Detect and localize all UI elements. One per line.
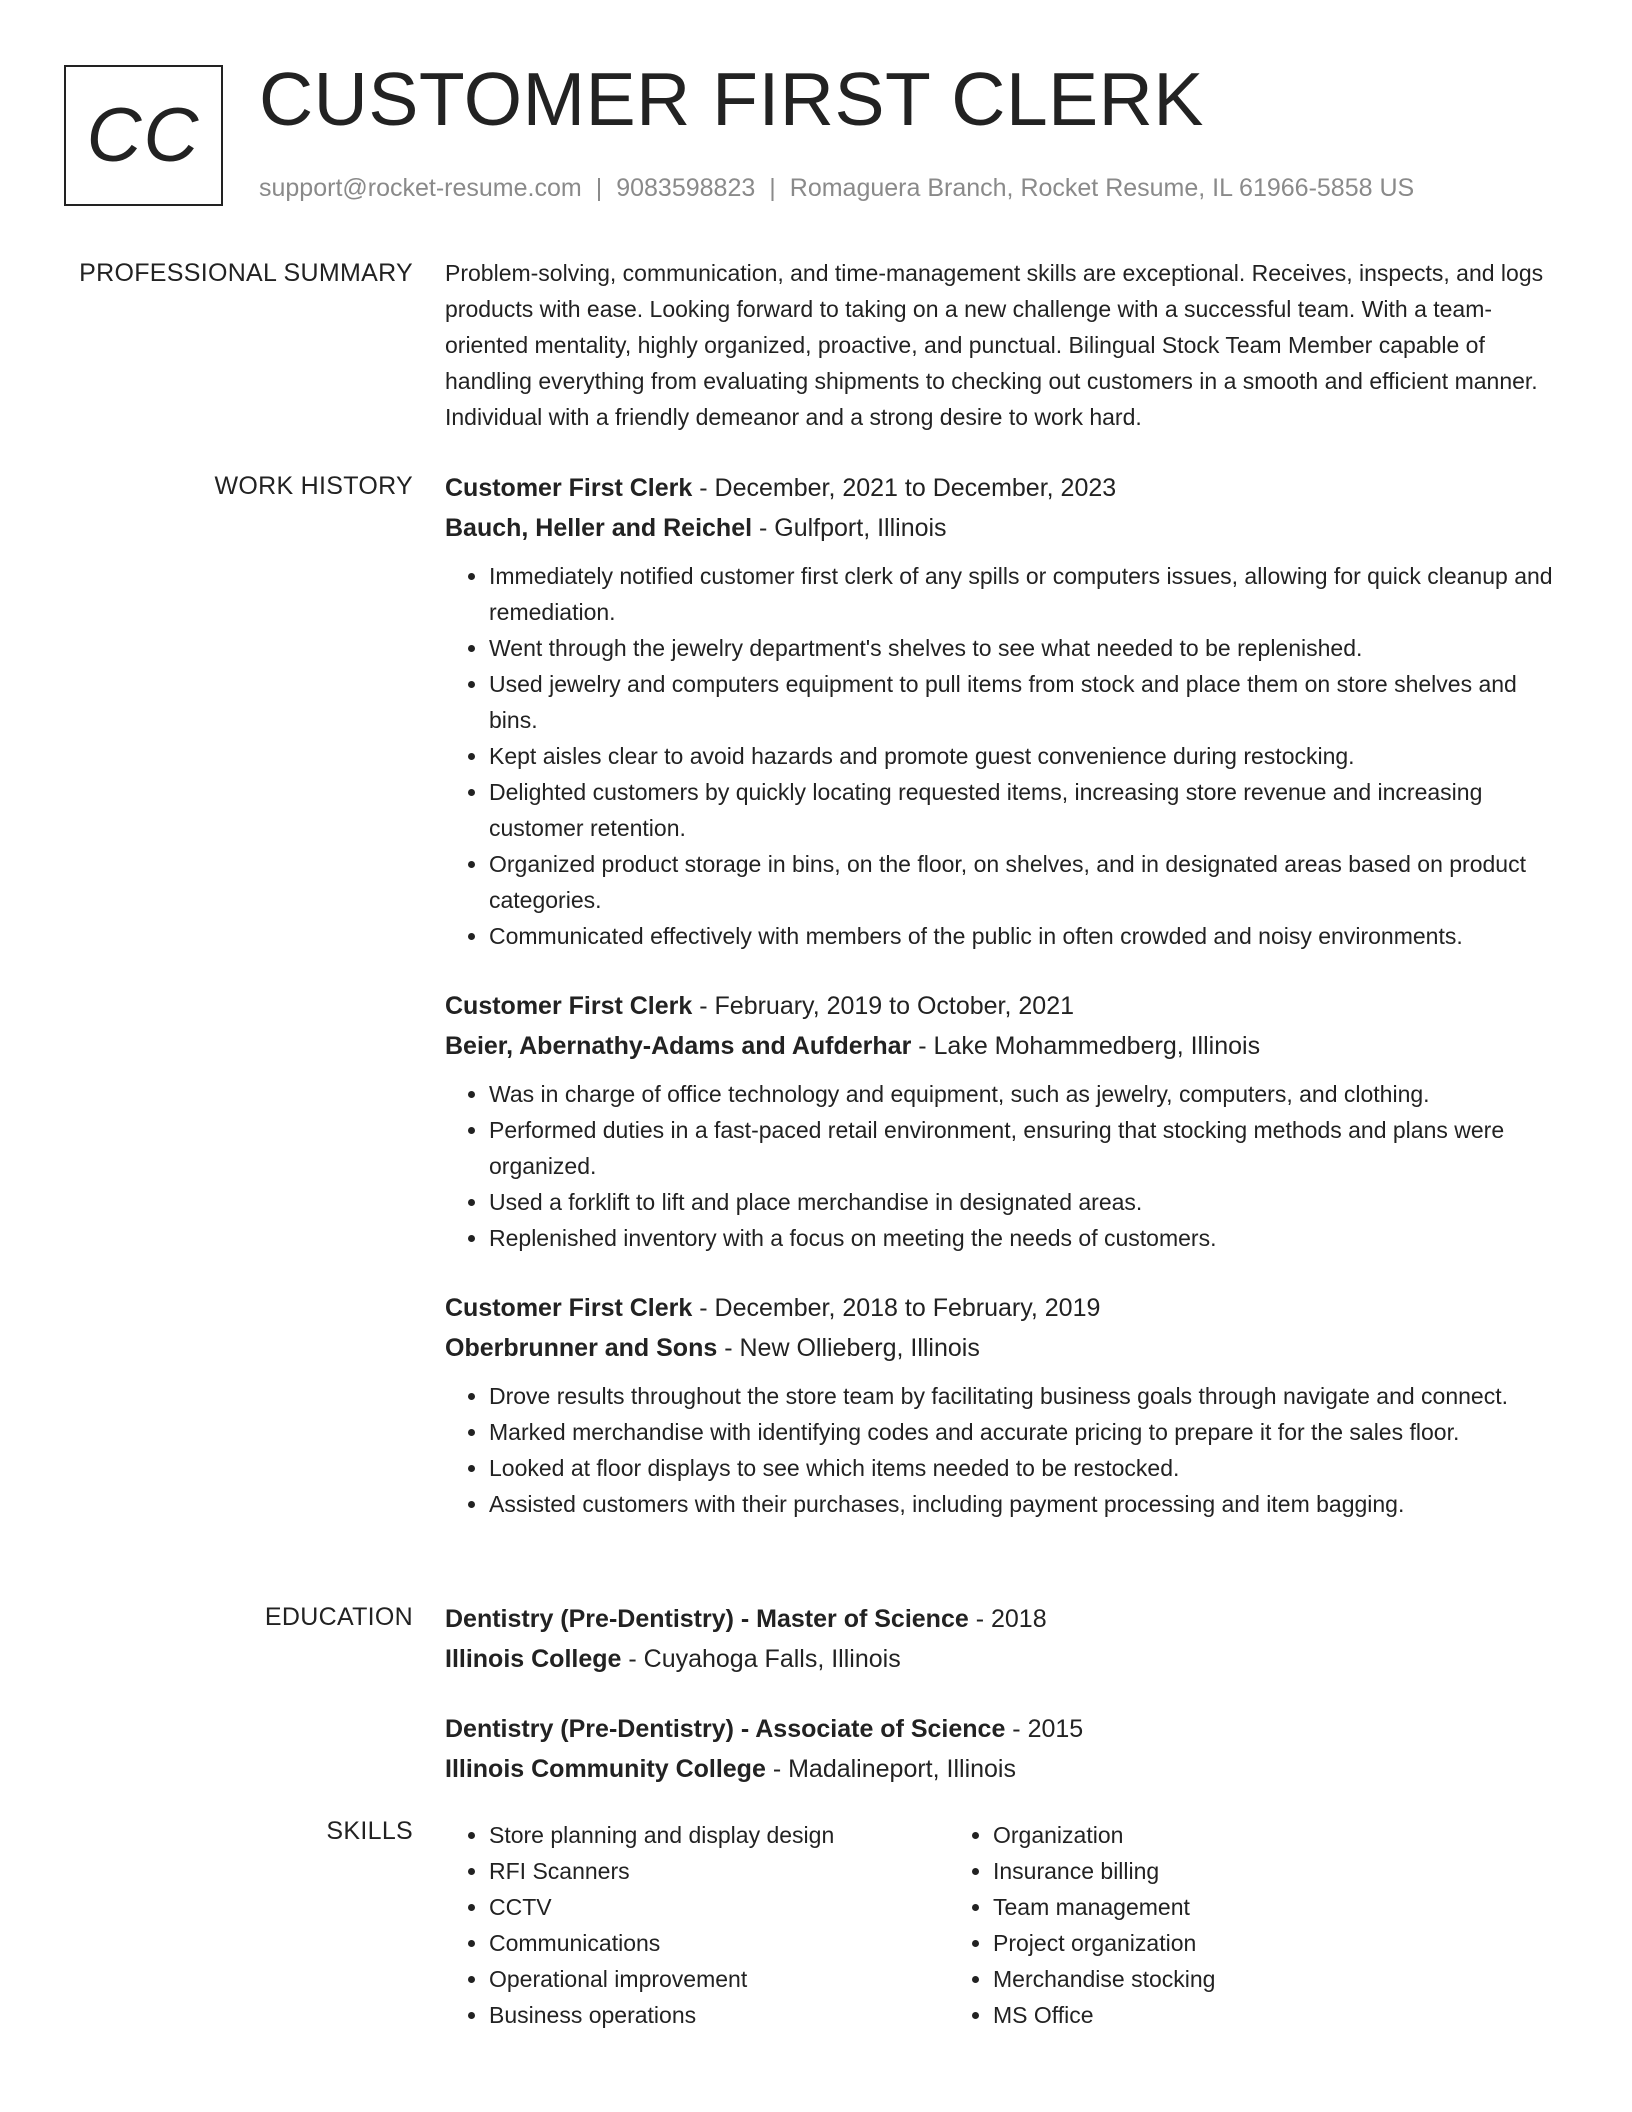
job-bullet: • Immediately notified customer first clerk of any spills or computers issues, allowing for quick cleanup and remediation. bbox=[489, 558, 1565, 630]
job-title-line bbox=[445, 986, 1565, 1026]
job-entry bbox=[445, 468, 1565, 954]
job-bullet: • Performed duties in a fast-paced retail environment, ensuring that stocking methods and plans were organized. bbox=[489, 1112, 1565, 1184]
resume-name: CUSTOMER FIRST CLERK bbox=[259, 57, 1204, 141]
job-company: Bauch, Heller and Reichel bbox=[445, 514, 753, 542]
job-title-line bbox=[445, 1288, 1565, 1328]
job-company-line bbox=[445, 1026, 1565, 1066]
skill-item: • Merchandise stocking bbox=[993, 1961, 1453, 1997]
job-title: Customer First Clerk bbox=[445, 992, 693, 1020]
education-label: EDUCATION bbox=[264, 1603, 413, 1631]
skill-item: • Project organization bbox=[993, 1925, 1453, 1961]
job-location: - New Ollieberg, Illinois bbox=[717, 1334, 980, 1362]
job-bullet: • Kept aisles clear to avoid hazards and promote guest convenience during restocking. bbox=[489, 738, 1565, 774]
job-company: Oberbrunner and Sons bbox=[445, 1334, 718, 1362]
job-entry bbox=[445, 1288, 1565, 1522]
education-list bbox=[445, 1599, 1565, 1789]
work-history-body bbox=[445, 468, 1565, 1554]
contact-line bbox=[259, 174, 1414, 203]
job-company-line bbox=[445, 1328, 1565, 1368]
education-degree: Dentistry (Pre-Dentistry) - Associate of Science bbox=[445, 1715, 1006, 1743]
education-location: - Cuyahoga Falls, Illinois bbox=[621, 1645, 901, 1673]
job-bullet: • Replenished inventory with a focus on meeting the needs of customers. bbox=[489, 1220, 1565, 1256]
education-school-line bbox=[445, 1749, 1565, 1789]
job-bullet: • Marked merchandise with identifying codes and accurate pricing to prepare it for the sales floor. bbox=[489, 1414, 1565, 1450]
job-location: - Lake Mohammedberg, Illinois bbox=[911, 1032, 1261, 1060]
job-bullet: • Used a forklift to lift and place merchandise in designated areas. bbox=[489, 1184, 1565, 1220]
monogram-logo: CC bbox=[64, 65, 223, 206]
job-bullet: • Delighted customers by quickly locating requested items, increasing store revenue and increasing customer retention. bbox=[489, 774, 1565, 846]
job-company: Beier, Abernathy-Adams and Aufderhar bbox=[445, 1032, 912, 1060]
education-entry bbox=[445, 1709, 1565, 1789]
education-entry bbox=[445, 1599, 1565, 1679]
skill-item: • Insurance billing bbox=[993, 1853, 1453, 1889]
job-dates: - December, 2018 to February, 2019 bbox=[692, 1294, 1101, 1322]
education-degree-line bbox=[445, 1599, 1565, 1639]
job-entry bbox=[445, 986, 1565, 1256]
job-location: - Gulfport, Illinois bbox=[752, 514, 947, 542]
jobs-list bbox=[445, 468, 1565, 1522]
job-title: Customer First Clerk bbox=[445, 1294, 693, 1322]
education-school: Illinois College bbox=[445, 1645, 622, 1673]
job-title: Customer First Clerk bbox=[445, 474, 693, 502]
job-bullet: • Drove results throughout the store team by facilitating business goals through navigate and connect. bbox=[489, 1378, 1565, 1414]
summary-label: PROFESSIONAL SUMMARY bbox=[79, 259, 413, 287]
education-year: - 2015 bbox=[1005, 1715, 1084, 1743]
education-year: - 2018 bbox=[968, 1605, 1047, 1633]
job-bullets bbox=[445, 1076, 1565, 1256]
skill-item: • Organization bbox=[993, 1817, 1453, 1853]
contact-address: Romaguera Branch, Rocket Resume, IL 61966-5858 US bbox=[789, 174, 1415, 202]
job-bullet: • Assisted customers with their purchases, including payment processing and item bagging. bbox=[489, 1486, 1565, 1522]
job-company-line bbox=[445, 508, 1565, 548]
job-bullet: • Was in charge of office technology and equipment, such as jewelry, computers, and clothing. bbox=[489, 1076, 1565, 1112]
job-bullet: • Went through the jewelry department's shelves to see what needed to be replenished. bbox=[489, 630, 1565, 666]
skills-columns bbox=[445, 1817, 1565, 2033]
education-body bbox=[445, 1599, 1565, 1819]
job-bullet: • Used jewelry and computers equipment to pull items from stock and place them on store shelves and bins. bbox=[489, 666, 1565, 738]
skill-item: • CCTV bbox=[489, 1889, 949, 1925]
skill-item: • Business operations bbox=[489, 1997, 949, 2033]
summary-text: Problem-solving, communication, and time-management skills are exceptional. Receives, inspects, and logs products with ease. Looking forward to taking on a new challenge with a successful team. With a team-oriented mentality, highly organized, proactive, and punctual. Bilingual Stock Team Member capable of handling everything from evaluating shipments to checking out customers in a smooth and efficient manner. Individual with a friendly demeanor and a strong desire to work hard. bbox=[445, 260, 1544, 430]
skill-item: • Team management bbox=[993, 1889, 1453, 1925]
contact-phone: 9083598823 bbox=[616, 174, 756, 202]
work-history-label: WORK HISTORY bbox=[214, 472, 413, 500]
contact-separator: | bbox=[769, 174, 776, 202]
skills-body bbox=[445, 1817, 1565, 2033]
skill-item: • Communications bbox=[489, 1925, 949, 1961]
job-bullet: • Organized product storage in bins, on the floor, on shelves, and in designated areas based on product categories. bbox=[489, 846, 1565, 918]
education-degree-line bbox=[445, 1709, 1565, 1749]
summary-body bbox=[445, 255, 1565, 435]
skill-item: • RFI Scanners bbox=[489, 1853, 949, 1889]
job-bullets bbox=[445, 558, 1565, 954]
education-school-line bbox=[445, 1639, 1565, 1679]
education-degree: Dentistry (Pre-Dentistry) - Master of Science bbox=[445, 1605, 969, 1633]
skill-item: • Operational improvement bbox=[489, 1961, 949, 1997]
job-dates: - February, 2019 to October, 2021 bbox=[692, 992, 1074, 1020]
skills-list-right bbox=[949, 1817, 1453, 2033]
education-location: - Madalineport, Illinois bbox=[765, 1755, 1016, 1783]
job-bullet: • Communicated effectively with members of the public in often crowded and noisy environments. bbox=[489, 918, 1565, 954]
skills-list-left bbox=[445, 1817, 949, 2033]
skill-item: • Store planning and display design bbox=[489, 1817, 949, 1853]
job-title-line bbox=[445, 468, 1565, 508]
job-bullet: • Looked at floor displays to see which items needed to be restocked. bbox=[489, 1450, 1565, 1486]
contact-email: support@rocket-resume.com bbox=[259, 174, 582, 202]
contact-separator: | bbox=[595, 174, 603, 202]
skill-item: • MS Office bbox=[993, 1997, 1453, 2033]
job-dates: - December, 2021 to December, 2023 bbox=[692, 474, 1117, 502]
job-bullets bbox=[445, 1378, 1565, 1522]
education-school: Illinois Community College bbox=[445, 1755, 766, 1783]
skills-label: SKILLS bbox=[326, 1817, 413, 1845]
